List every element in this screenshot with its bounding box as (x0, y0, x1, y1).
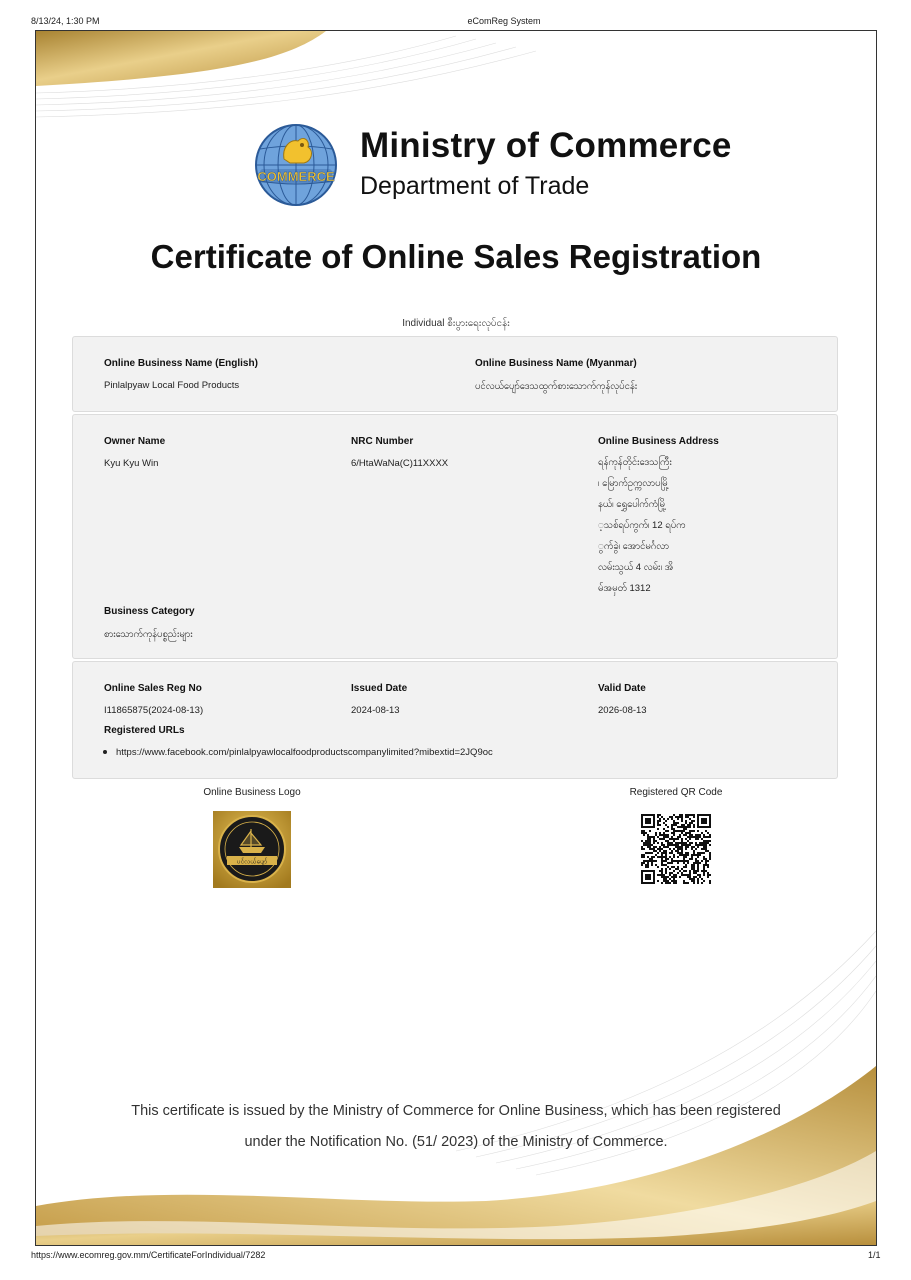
reg-no-label: Online Sales Reg No (104, 683, 202, 694)
print-datetime: 8/13/24, 1:30 PM (31, 16, 100, 26)
owner-name-label: Owner Name (104, 436, 166, 447)
business-name-myanmar-value: ပင်လယ်ပျော်ဒေသထွက်စားသောက်ကုန်လုပ်ငန်း (475, 381, 638, 392)
ministry-commerce-logo (254, 123, 338, 207)
qr-finder-center (645, 818, 651, 824)
business-name-myanmar-label: Online Business Name (Myanmar) (475, 358, 637, 369)
business-logo-caption: Online Business Logo (203, 787, 301, 798)
business-address-label: Online Business Address (598, 436, 719, 447)
print-system-name: eComReg System (467, 16, 541, 26)
business-name-english-value: Pinlalpyaw Local Food Products (104, 380, 240, 391)
business-name-panel (72, 336, 838, 412)
registered-urls-label: Registered URLs (104, 725, 185, 736)
print-page-number: 1/1 (868, 1250, 881, 1260)
business-category-value: စားသောက်ကုန်ပစ္စည်းများ (104, 629, 193, 640)
business-address-value (598, 452, 698, 599)
address-line: ၊ မြောက်ဥက္ကလာပမြို့ (598, 478, 669, 489)
logo-commerce-text: COMMERCE (257, 169, 335, 184)
address-line: ့သစ်ရပ်ကွက်၊ 12 ရပ်က (598, 520, 686, 531)
issued-date-value: 2024-08-13 (351, 705, 400, 716)
address-line: ွက်ခွဲ၊ အောင်မင်္ဂလာ (598, 541, 670, 552)
qr-code-caption: Registered QR Code (629, 787, 723, 798)
valid-date-value: 2026-08-13 (598, 705, 647, 716)
qr-finder-center (645, 874, 651, 880)
registered-url-link[interactable]: https://www.facebook.com/pinlalpyawlocalfoodproductscompanylimited?mibextid=2JQ9oc (116, 747, 493, 758)
issued-date-label: Issued Date (351, 683, 408, 694)
footer-statement-line-2: under the Notification No. (51/ 2023) of the Ministry of Commerce. (244, 1134, 668, 1150)
address-line: မ်အမှတ် 1312 (598, 583, 651, 594)
qr-finder-center (701, 818, 707, 824)
owner-name-value: Kyu Kyu Win (104, 458, 159, 469)
address-line: ရန်ကုန်တိုင်းဒေသကြီး (598, 457, 672, 468)
address-line: လမ်းသွယ် 4 လမ်း၊ အိ (598, 562, 674, 573)
owner-details-panel (72, 414, 838, 659)
reg-no-value: I11865875(2024-08-13) (104, 705, 204, 716)
ministry-title: Ministry of Commerce (360, 126, 732, 165)
print-url: https://www.ecomreg.gov.mm/CertificateForIndividual/7282 (31, 1250, 266, 1260)
business-category-label: Business Category (104, 606, 195, 617)
registration-panel (72, 661, 838, 779)
business-logo-text: ပင်လယ်ပျော် (236, 857, 268, 866)
certificate-type: Individual စီးပွားရေးလုပ်ငန်း (402, 318, 510, 329)
valid-date-label: Valid Date (598, 683, 646, 694)
nrc-number-label: NRC Number (351, 436, 414, 447)
business-logo-image (213, 811, 291, 888)
certificate-title: Certificate of Online Sales Registration (150, 238, 762, 275)
business-name-english-label: Online Business Name (English) (104, 358, 258, 369)
footer-statement-line-1: This certificate is issued by the Ministry of Commerce for Online Business, which has been registered (131, 1103, 781, 1119)
bullet-icon (103, 750, 107, 754)
certificate-page (35, 30, 877, 1246)
qr-code-image (641, 814, 711, 884)
address-line: နယ်၊ ရွှေပေါက်ကံမြို့ (598, 499, 667, 510)
nrc-number-value: 6/HtaWaNa(C)11XXXX (351, 458, 449, 469)
registered-url-item (103, 747, 493, 758)
department-title: Department of Trade (360, 172, 590, 200)
